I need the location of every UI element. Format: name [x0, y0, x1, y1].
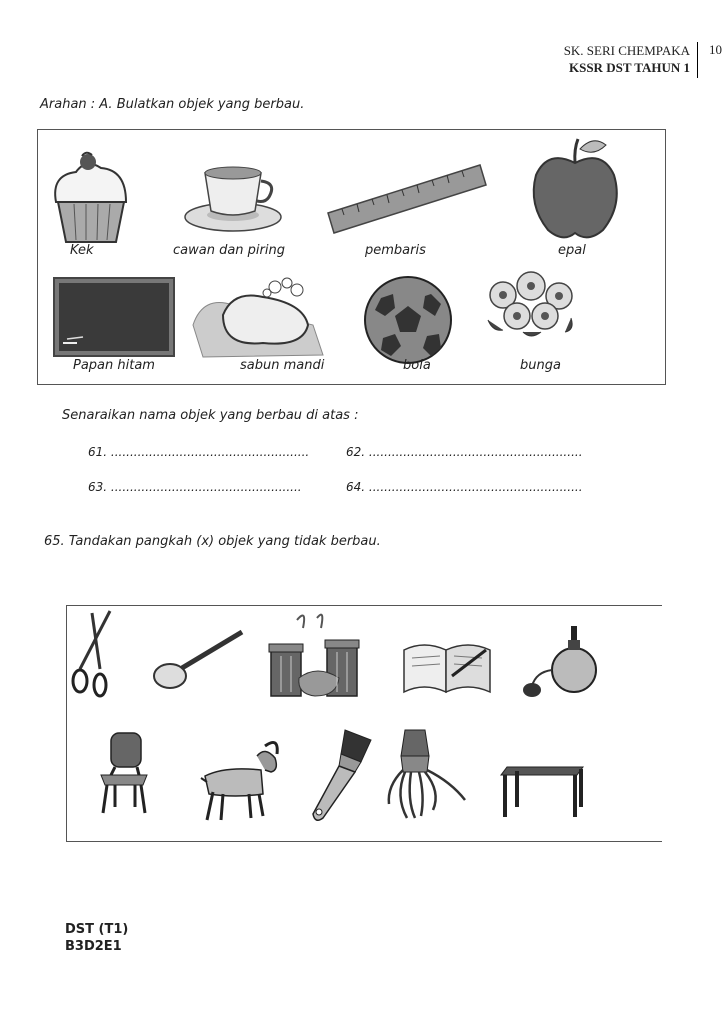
perfume-bottle-icon[interactable] — [522, 618, 602, 703]
chair-icon[interactable] — [95, 731, 155, 816]
objects-box-b — [66, 605, 662, 842]
answer-64[interactable]: 64. ........................................................ — [346, 480, 583, 494]
item-label-epal: epal — [558, 243, 586, 258]
item-label-bunga: bunga — [520, 358, 561, 373]
cup-and-saucer-icon — [183, 165, 283, 235]
squid-icon[interactable] — [385, 726, 470, 821]
flowers-icon — [483, 260, 583, 340]
soap-icon — [193, 275, 333, 360]
item-label-kek: Kek — [70, 243, 94, 258]
item-label-cawan: cawan dan piring — [173, 243, 285, 258]
goat-icon[interactable] — [195, 736, 285, 826]
answer-61[interactable]: 61. .................................................... — [88, 445, 310, 459]
book-icon[interactable] — [402, 636, 492, 696]
item-label-papan-hitam: Papan hitam — [73, 358, 155, 373]
answer-62[interactable]: 62. ........................................................ — [346, 445, 583, 459]
school-name: SK. SERI CHEMPAKA — [563, 43, 690, 58]
item-label-bola: bola — [403, 358, 431, 373]
page-number: 10 — [709, 42, 722, 57]
footer-line-2: B3D2E1 — [65, 939, 122, 954]
cupcake-icon — [46, 150, 136, 245]
garbage-bins-icon[interactable] — [267, 608, 367, 703]
footer-line-1: DST (T1) — [65, 922, 129, 937]
list-title: Senaraikan nama objek yang berbau di atas : — [62, 408, 359, 423]
header-divider — [697, 42, 699, 78]
exam-subtitle: KSSR DST TAHUN 1 — [568, 60, 690, 75]
objects-box-a — [37, 129, 666, 385]
item-label-sabun: sabun mandi — [240, 358, 325, 373]
table-icon[interactable] — [497, 761, 587, 821]
ruler-icon — [328, 165, 488, 235]
footer-code — [65, 921, 128, 955]
page-header — [564, 42, 690, 76]
question-65: 65. Tandakan pangkah (x) objek yang tidak berbau. — [44, 534, 381, 549]
scissors-icon[interactable] — [70, 609, 115, 704]
spoon-icon[interactable] — [152, 626, 247, 696]
item-label-pembaris: pembaris — [365, 243, 426, 258]
ball-icon — [361, 276, 455, 364]
paintbrush-icon[interactable] — [305, 726, 375, 826]
answer-63[interactable]: 63. .................................................. — [88, 480, 302, 494]
apple-icon — [528, 135, 623, 243]
blackboard-icon — [53, 277, 175, 357]
instruction-a: Arahan : A. Bulatkan objek yang berbau. — [40, 97, 305, 112]
